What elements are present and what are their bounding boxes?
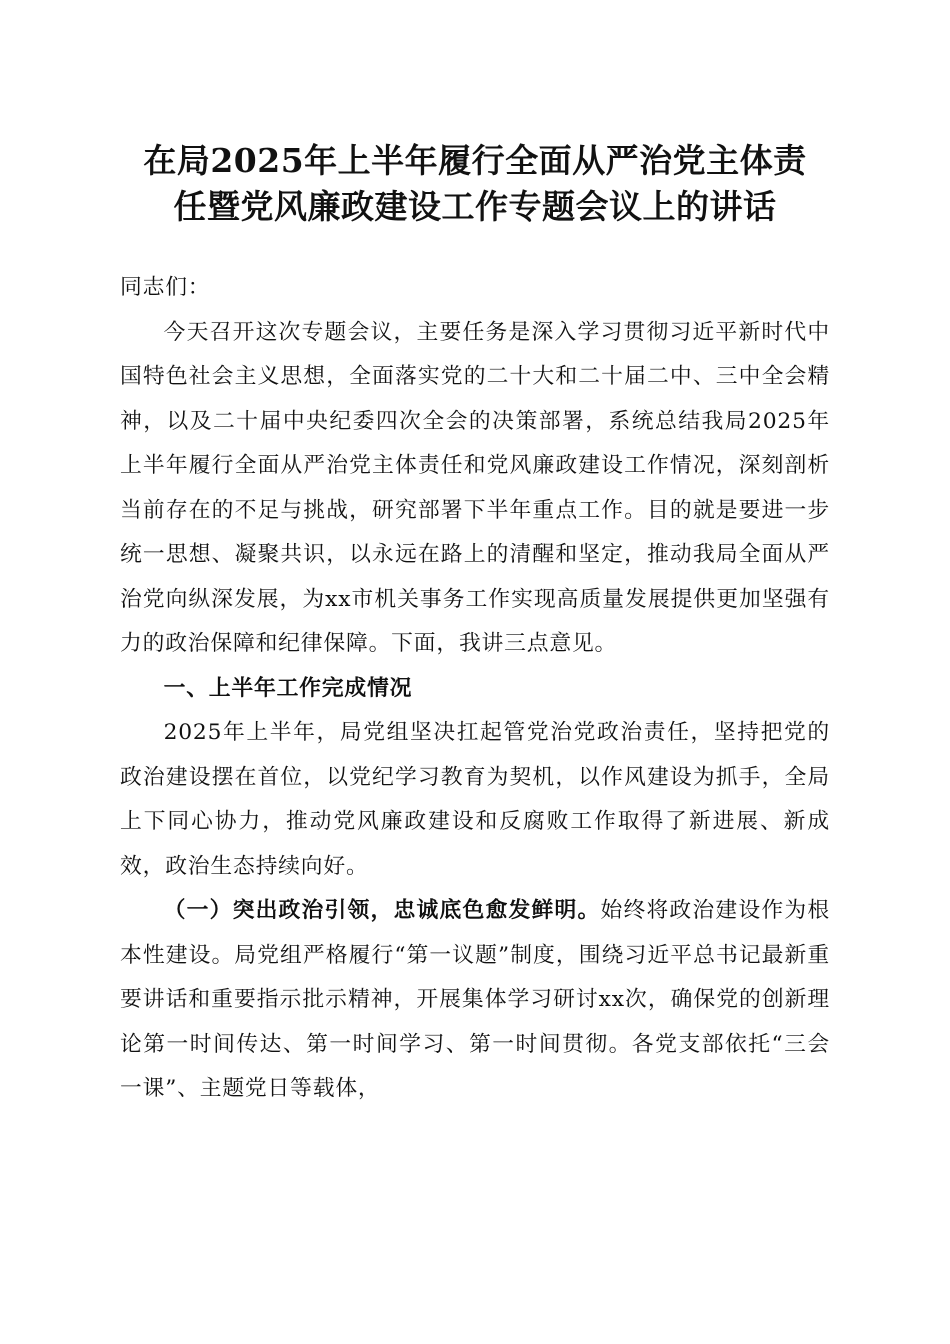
document-body (120, 266, 830, 1112)
intro-paragraph: 今天召开这次专题会议，主要任务是深入学习贯彻习近平新时代中国特色社会主义思想，全面落实党的二十大和二十届二中、三中全会精神，以及二十届中央纪委四次全会的决策部署，系统总结我局2025年上半年履行全面从严治党主体责任和党风廉政建设工作情况，深刻剖析当前存在的不足与挑战，研究部署下半年重点工作。目的就是要进一步统一思想、凝聚共识，以永远在路上的清醒和坚定，推动我局全面从严治党向纵深发展，为xx市机关事务工作实现高质量发展提供更加坚强有力的政治保障和纪律保障。下面，我讲三点意见。 (120, 319, 830, 656)
subsection-1-text: 始终将政治建设作为根本性建设。局党组严格履行“第一议题”制度，围绕习近平总书记最新重要讲话和重要指示批示精神，开展集体学习研讨xx次，确保党的创新理论第一时间传达、第一时间学习、第一时间贯彻。各党支部依托“三会一课”、主题党日等载体， (120, 898, 830, 1101)
section-1-paragraph: 2025年上半年，局党组坚决扛起管党治党政治责任，坚持把党的政治建设摆在首位，以党纪学习教育为契机，以作风建设为抓手，全局上下同心协力，推动党风廉政建设和反腐败工作取得了新进展、新成效，政治生态持续向好。 (120, 720, 830, 879)
title-line-1: 在局2025年上半年履行全面从严治党主体责 (143, 141, 807, 180)
title-line-2: 任暨党风廉政建设工作专题会议上的讲话 (173, 187, 777, 226)
document-title (120, 138, 830, 230)
subsection-1-lead: （一）突出政治引领，忠诚底色愈发鲜明。 (163, 898, 601, 923)
section-1-heading: 一、上半年工作完成情况 (163, 675, 413, 701)
salutation: 同志们： (120, 275, 211, 300)
subsection-1-paragraph (120, 889, 830, 1112)
